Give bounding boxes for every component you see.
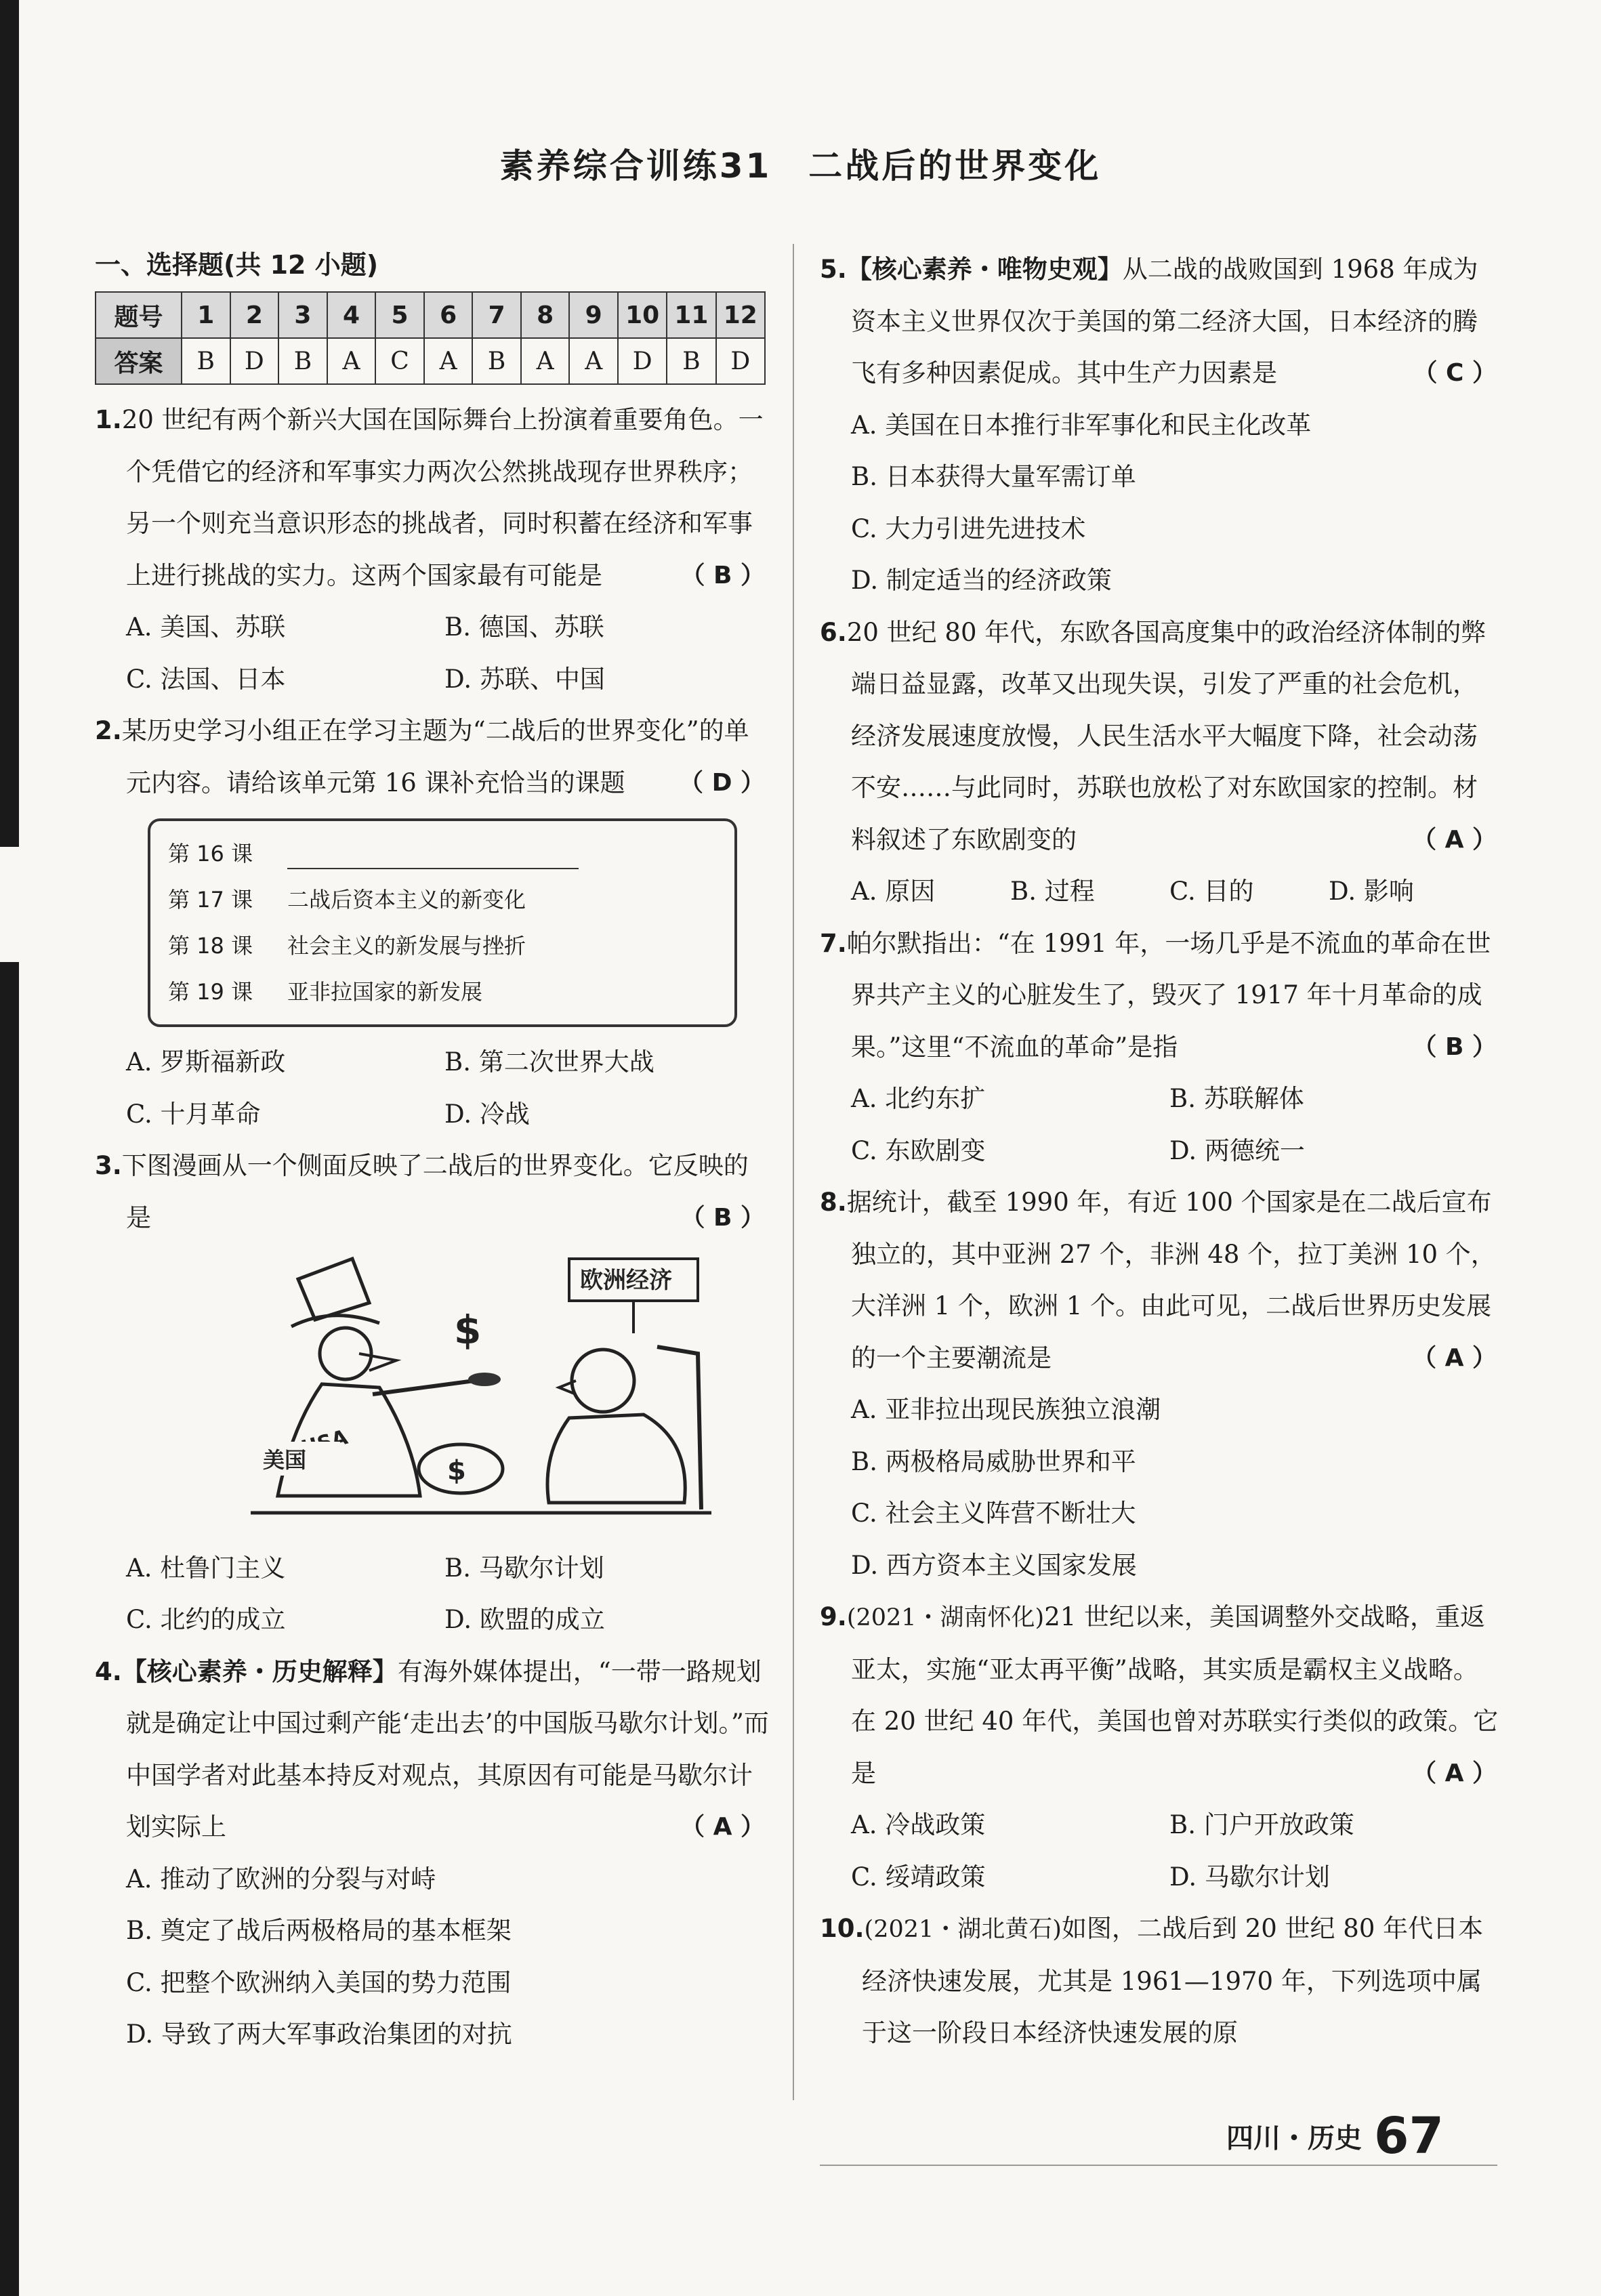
question-stem [820, 1177, 1501, 1384]
cartoon-dollar-text: $ [454, 1307, 482, 1353]
question-3 [95, 1140, 769, 1646]
lesson-row [168, 831, 734, 877]
option-c: C. 东欧剧变 [851, 1135, 986, 1165]
question-text: 21 世纪以来，美国调整外交战略，重返亚太，实施“亚太再平衡”战略，其实质是霸权主义战略。在 20 世纪 40 年代，美国也曾对苏联实行类似的政策。它是 [851, 1602, 1499, 1788]
answer-cell: D [716, 338, 765, 384]
question-stem [95, 705, 769, 809]
lesson-list-box [148, 818, 737, 1027]
answer-cell: D [618, 338, 667, 384]
option-c: C. 北约的成立 [126, 1605, 286, 1634]
lesson-label: 第 17 课 [168, 887, 253, 913]
question-number-cell: 4 [327, 292, 376, 338]
answer-cell: A [521, 338, 570, 384]
question-8 [820, 1177, 1501, 1591]
question-text: 20 世纪 80 年代，东欧各国高度集中的政治经济体制的弊端日益显露，改革又出现失误，引发了严重的社会危机，经济发展速度放慢，人民生活水平大幅度下降，社会动荡不安……与此同时，苏联也放松了对东欧国家的控制。材料叙述了东欧剧变的 [846, 617, 1486, 854]
core-literacy-tag: 【核心素养・历史解释】 [121, 1656, 398, 1686]
option-c: C. 十月革命 [126, 1099, 261, 1129]
option-c: C. 大力引进先进技术 [851, 514, 1086, 543]
question-number-cell: 2 [230, 292, 279, 338]
question-number: 1. [95, 405, 122, 434]
question-6 [820, 607, 1501, 918]
option-a: A. 冷战政策 [851, 1810, 986, 1839]
question-number-cell: 5 [375, 292, 424, 338]
option-c: C. 社会主义阵营不断壮大 [851, 1499, 1136, 1528]
options [95, 602, 769, 705]
left-column [95, 244, 769, 2061]
options [820, 1073, 1501, 1177]
core-literacy-tag: 【核心素养・唯物史观】 [846, 255, 1123, 284]
answer-cell: D [230, 338, 279, 384]
answer-cell: A [569, 338, 618, 384]
question-number: 10. [820, 1914, 865, 1943]
lesson-blank-line [287, 841, 579, 869]
option-a: A. 罗斯福新政 [126, 1047, 286, 1077]
option-a: A. 美国、苏联 [126, 612, 286, 642]
question-number: 6. [820, 617, 847, 647]
question-stem [95, 1140, 769, 1244]
lesson-row [168, 969, 734, 1015]
question-number-cell: 9 [569, 292, 618, 338]
answer-cell: B [472, 338, 521, 384]
answer-table-header-number: 题号 [96, 292, 182, 338]
options [95, 1543, 769, 1646]
question-source: (2021・湖南怀化) [846, 1604, 1045, 1631]
question-number: 7. [820, 928, 847, 958]
section-title: 一、选择题(共 12 小题) [95, 250, 379, 280]
lesson-title: 社会主义的新发展与挫折 [287, 933, 526, 959]
question-2 [95, 705, 769, 1140]
answer-bracket: （ D ） [679, 768, 765, 797]
option-b: B. 苏联解体 [1169, 1084, 1304, 1113]
answer-bracket: （ B ） [680, 1203, 765, 1232]
question-stem [95, 394, 769, 602]
option-b: B. 日本获得大量军需订单 [851, 462, 1136, 491]
question-text: 据统计，截至 1990 年，有近 100 个国家是在二战后宣布独立的，其中亚洲 27 个，非洲 48 个，拉丁美洲 10 个，大洋洲 1 个，欧洲 1 个。由此可见，二战后世界历史发展的一个主要潮流是 [846, 1188, 1496, 1373]
option-c: C. 目的 [1169, 877, 1254, 906]
question-stem [820, 607, 1501, 867]
question-stem [820, 1591, 1501, 1799]
question-10 [820, 1903, 1501, 2060]
question-text: 帕尔默指出：“在 1991 年，一场几乎是不流血的革命在世界共产主义的心脏发生了，毁灭了 1917 年十月革命的成果。”这里“不流血的革命”是指 [846, 928, 1491, 1062]
answer-bracket: （ B ） [1412, 1032, 1497, 1061]
option-d: D. 西方资本主义国家发展 [851, 1550, 1137, 1580]
answer-cell: B [182, 338, 230, 384]
question-number-cell: 12 [716, 292, 765, 338]
answer-table-number-row [96, 292, 765, 338]
option-c: C. 法国、日本 [126, 664, 286, 694]
lesson-label: 第 18 课 [168, 933, 253, 959]
option-c: C. 把整个欧洲纳入美国的势力范围 [126, 1967, 512, 1997]
option-b: B. 第二次世界大战 [444, 1047, 654, 1077]
answer-bracket: （ B ） [680, 561, 765, 589]
question-number-cell: 8 [521, 292, 570, 338]
option-b: B. 两极格局威胁世界和平 [851, 1446, 1136, 1476]
question-7 [820, 918, 1501, 1177]
option-d: D. 导致了两大军事政治集团的对抗 [126, 2020, 512, 2049]
option-d: D. 欧盟的成立 [444, 1605, 605, 1634]
cartoon-sign-text: 欧洲经济 [580, 1267, 672, 1294]
question-text: 如图，二战后到 20 世纪 80 年代日本经济快速发展，尤其是 1961—1970 年，下列选项中属于这一阶段日本经济快速发展的原 [862, 1914, 1484, 2047]
answer-bracket: （ A ） [1412, 825, 1497, 854]
question-number-cell: 10 [618, 292, 667, 338]
right-column [820, 244, 1501, 2060]
option-a: A. 美国在日本推行非军事化和民主化改革 [851, 410, 1312, 440]
page-footer [1226, 2107, 1444, 2175]
option-a: A. 杜鲁门主义 [126, 1553, 286, 1583]
answer-cell: A [424, 338, 473, 384]
options [820, 866, 1501, 918]
scan-edge-bottom [0, 962, 19, 2296]
lesson-row [168, 923, 734, 969]
answer-cell: B [667, 338, 715, 384]
options [95, 1037, 769, 1140]
option-d: D. 马歇尔计划 [1169, 1862, 1330, 1892]
option-a: A. 原因 [851, 877, 936, 906]
option-b: B. 马歇尔计划 [444, 1553, 604, 1583]
question-text: 有海外媒体提出，“一带一路规划就是确定让中国过剩产能‘走出去’的中国版马歇尔计划。”而中国学者对此基本持反对观点，其原因有可能是马歇尔计划实际上 [126, 1656, 769, 1841]
answer-bracket: （ A ） [1412, 1759, 1497, 1787]
footer-province-subject: 四川・历史 [1226, 2123, 1362, 2154]
lesson-title: 亚非拉国家的新发展 [287, 979, 483, 1005]
question-1 [95, 394, 769, 705]
question-stem [820, 1903, 1501, 2060]
lesson-title: 二战后资本主义的新变化 [287, 887, 526, 913]
option-b: B. 奠定了战后两极格局的基本框架 [126, 1916, 512, 1945]
lesson-label: 第 16 课 [168, 841, 253, 867]
option-d: D. 苏联、中国 [444, 664, 605, 694]
answer-table [95, 291, 766, 385]
question-number: 9. [820, 1602, 847, 1631]
question-number-cell: 7 [472, 292, 521, 338]
answer-cell: C [375, 338, 424, 384]
page-number: 67 [1374, 2107, 1444, 2165]
answer-table-answer-row [96, 338, 765, 384]
option-a: A. 北约东扩 [851, 1084, 986, 1113]
answer-bracket: （ A ） [1412, 1343, 1497, 1372]
question-5 [820, 244, 1501, 607]
page-title: 素养综合训练31 二战后的世界变化 [499, 146, 1102, 186]
option-d: D. 冷战 [444, 1099, 530, 1129]
question-9 [820, 1591, 1501, 1903]
question-4 [95, 1646, 769, 2061]
question-number-cell: 6 [424, 292, 473, 338]
question-number: 2. [95, 716, 122, 745]
question-text: 下图漫画从一个侧面反映了二战后的世界变化。它反映的是 [121, 1151, 749, 1232]
question-number: 5. [820, 255, 847, 284]
question-stem [95, 1646, 769, 1854]
question-text: 某历史学习小组正在学习主题为“二战后的世界变化”的单元内容。请给该单元第 16 课补充恰当的课题 [121, 716, 749, 797]
option-b: B. 门户开放政策 [1169, 1810, 1354, 1839]
option-a: A. 亚非拉出现民族独立浪潮 [851, 1395, 1161, 1424]
options [820, 1799, 1501, 1903]
question-text: 从二战的战败国到 1968 年成为资本主义世界仅次于美国的第二经济大国，日本经济的腾飞有多种因素促成。其中生产力因素是 [851, 255, 1478, 388]
option-b: B. 德国、苏联 [444, 612, 604, 642]
options [95, 1854, 769, 2061]
question-number-cell: 3 [278, 292, 327, 338]
cartoon-bag-dollar-text: $ [447, 1455, 466, 1486]
options [820, 1384, 1501, 1591]
option-d: D. 两德统一 [1169, 1135, 1305, 1165]
question-number-cell: 11 [667, 292, 715, 338]
scan-edge-top [0, 0, 19, 847]
question-number: 4. [95, 1656, 122, 1686]
options [820, 400, 1501, 607]
question-source: (2021・湖北黄石) [864, 1916, 1062, 1943]
question-number: 3. [95, 1151, 122, 1180]
option-b: B. 过程 [1010, 877, 1095, 906]
option-c: C. 绥靖政策 [851, 1862, 986, 1892]
question-stem [820, 244, 1501, 400]
answer-cell: B [278, 338, 327, 384]
lesson-row [168, 877, 734, 923]
question-number: 8. [820, 1188, 847, 1217]
answer-bracket: （ C ） [1413, 359, 1497, 387]
question-number-cell: 1 [182, 292, 230, 338]
question-stem [820, 918, 1501, 1074]
option-d: D. 影响 [1329, 877, 1414, 906]
marshall-plan-cartoon [251, 1252, 711, 1516]
answer-bracket: （ A ） [680, 1813, 765, 1841]
option-a: A. 推动了欧洲的分裂与对峙 [126, 1864, 436, 1894]
cartoon-label-usa: 美国 [263, 1447, 307, 1473]
question-text: 20 世纪有两个新兴大国在国际舞台上扮演着重要角色。一个凭借它的经济和军事实力两次公然挑战现存世界秩序；另一个则充当意识形态的挑战者，同时积蓄在经济和军事上进行挑战的实力。这两个国家最有可能是 [121, 405, 764, 590]
answer-table-header-answer: 答案 [96, 338, 182, 384]
lesson-label: 第 19 课 [168, 979, 253, 1005]
column-divider [793, 244, 794, 2100]
answer-cell: A [327, 338, 376, 384]
option-d: D. 制定适当的经济政策 [851, 566, 1112, 595]
